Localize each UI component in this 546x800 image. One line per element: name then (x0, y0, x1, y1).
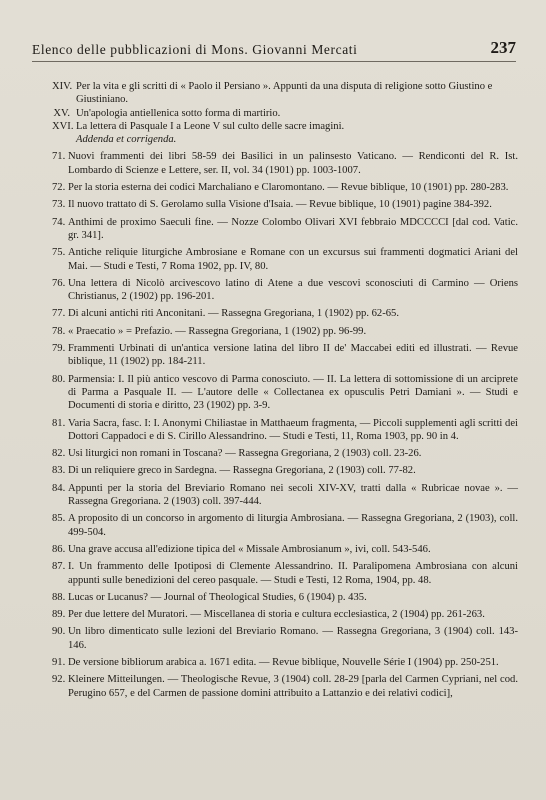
addenda-note: Addenda et corrigenda. (76, 134, 177, 146)
entry-number: 89. (52, 609, 66, 621)
bibliography-entry (52, 198, 518, 211)
entry-text: Di un reliquiere greco in Sardegna. — Rassegna Gregoriana, 2 (1903) coll. 77-82. (68, 465, 416, 477)
bibliography-entry (52, 464, 518, 477)
entry-text: Una grave accusa all'edizione tipica del « Missale Ambrosianum », ivi, coll. 543-546. (68, 543, 431, 555)
entry-text: Per due lettere del Muratori. — Miscellanea di storia e cultura ecclesiastica, 2 (1904) pp. 261-263. (68, 609, 485, 621)
entry-number: 75. (52, 247, 66, 259)
bibliography-entry (52, 325, 518, 338)
entry-number: 71. (52, 151, 66, 163)
entry-text: Nuovi frammenti dei libri 58-59 dei Basilici in un palinsesto Vaticano. — Rendiconti del R. Ist. Lombardo di Scienze e Lettere, ser. II, vol. 34 (1901) pp. 1003-1007. (68, 151, 518, 176)
entry-number: 82. (52, 448, 66, 460)
entry-text: Una lettera di Nicolò arcivescovo latino di Atene a due vescovi sconosciuti di Carmino — Oriens Christianus, 2 (1902) pp. 196-201. (68, 277, 518, 303)
entry-text: La lettera di Pasquale I a Leone V sul culto delle sacre imagini. (76, 120, 345, 132)
bibliography-entry (52, 342, 518, 369)
entry-text: Il nuovo trattato di S. Gerolamo sulla Visione d'Isaia. — Revue biblique, 10 (1901) pagine 384-392. (68, 199, 492, 211)
entry-text: Varia Sacra, fasc. I: I. Anonymi Chiliastae in Matthaeum fragmenta, — Piccoli supplementi agli scritti dei Dottori Cappadoci e di S. Cirillo Alessandrino. — Studi e Testi, 11, Roma 1903, pp. 90 in 4. (68, 417, 518, 442)
entry-number: 76. (52, 277, 66, 289)
roman-item (52, 107, 518, 120)
roman-item (52, 80, 518, 107)
entry-text: Per la vita e gli scritti di « Paolo il Persiano ». Appunti da una disputa di religione sotto Giustino e Giustiniano. (76, 81, 493, 106)
bibliography-entry (52, 543, 518, 556)
entry-text: Di alcuni antichi riti Anconitani. — Rassegna Gregoriana, 1 (1902) pp. 62-65. (68, 308, 399, 320)
bibliography-entry (52, 307, 518, 320)
entry-text: Frammenti Urbinati di un'antica versione latina del libro II de' Maccabei editi ed illustrati. — Revue biblique, 11 (1902) pp. 184-211. (68, 343, 518, 368)
entry-text: Un libro dimenticato sulle lezioni del Breviario Romano. — Rassegna Gregoriana, 3 (1904) coll. 143-146. (68, 626, 518, 651)
roman-sublist (52, 80, 518, 133)
entry-number: XVI. (52, 120, 74, 132)
bibliography-entry (52, 277, 518, 304)
entry-number: 92. (52, 674, 66, 686)
roman-item (52, 120, 518, 133)
entry-text: Parmensia: I. Il più antico vescovo di Parma conosciuto. — II. La lettera di sottomissione di un arciprete di Parma a Pasquale II. — L'autore delle « Collectanea ex opusculis Petri Damiani ». — Studi e Documenti di storia e diritto, 23 (1902) pp. 3-9. (68, 373, 518, 412)
entry-text: Appunti per la storia del Breviario Romano nei secoli XIV-XV, tratti dalla « Rubricae novae ». — Rassegna Gregoriana. 2 (1903) coll. 397-444. (68, 482, 518, 508)
header-title: Elenco delle pubblicazioni di Mons. Giovanni Mercati (32, 42, 358, 57)
numbered-entries (52, 150, 518, 699)
entry-number: 87. (52, 561, 66, 573)
entry-number: 77. (52, 308, 66, 320)
entry-text: Un'apologia antiellenica sotto forma di martirio. (76, 107, 281, 119)
bibliography-entry (52, 150, 518, 177)
bibliography-entry (52, 216, 518, 243)
entry-number: 85. (52, 513, 66, 525)
bibliography-entry (52, 417, 518, 444)
bibliography-entry (52, 673, 518, 700)
page-number: 237 (490, 38, 516, 57)
entry-number: 73. (52, 199, 66, 211)
entry-number: 91. (52, 656, 66, 668)
entry-text: I. Un frammento delle Ipotiposi di Clemente Alessandrino. II. Paralipomena Ambrosiana con alcuni appunti sulle benedizioni del cereo pasquale. — Studi e Testi, 12 Roma, 1904, pp. 48. (68, 561, 518, 586)
bibliography-entry (52, 246, 518, 273)
entry-number: 83. (52, 465, 66, 477)
entry-number: 84. (52, 482, 66, 494)
entry-text: Kleinere Mitteilungen. — Theologische Revue, 3 (1904) coll. 28-29 [parla del Carmen Cypriani, nel cod. Perugino 657, e del Carmen de passione domini attribuito a Lattanzio e dei relativi codici], (68, 674, 518, 699)
bibliography-entry (52, 591, 518, 604)
bibliography-entry (52, 560, 518, 587)
entry-number: 79. (52, 343, 66, 355)
entry-number: 81. (52, 417, 66, 429)
bibliography-entry (52, 625, 518, 652)
bibliography-entry (52, 373, 518, 413)
bibliography-entry (52, 656, 518, 669)
entry-text: Lucas or Lucanus? — Journal of Theological Studies, 6 (1904) p. 435. (68, 591, 367, 603)
bibliography-entry (52, 608, 518, 621)
running-header (32, 36, 516, 62)
entry-number: 86. (52, 543, 66, 555)
entry-number: 72. (52, 182, 66, 194)
entry-number: XIV. (52, 81, 73, 92)
bibliography-entry (52, 447, 518, 460)
entry-number: 74. (52, 216, 66, 228)
entry-number: 78. (52, 325, 66, 337)
entry-text: Antiche reliquie liturgiche Ambrosiane e Romane con un excursus sui frammenti dogmatici Ariani del Mai. — Studi e Testi, 7 Roma 1902, pp. IV, 80. (68, 247, 518, 272)
entry-text: De versione bibliorum arabica a. 1671 edita. — Revue biblique, Nouvelle Série I (1904) pp. 250-251. (68, 656, 499, 668)
bibliography-entry (52, 482, 518, 509)
entry-number: 88. (52, 591, 66, 603)
entry-text: Per la storia esterna dei codici Marchaliano e Claromontano. — Revue biblique, 10 (1901) pp. 280-283. (68, 182, 509, 194)
entry-number: 90. (52, 626, 66, 638)
entry-number: 80. (52, 373, 66, 385)
bibliography-list (52, 80, 518, 704)
entry-text: Anthimi de proximo Saeculi fine. — Nozze Colombo Olivari XVI febbraio MDCCCCI [dal cod. Vatic. gr. 341]. (68, 216, 518, 241)
bibliography-entry (52, 512, 518, 539)
bibliography-entry (52, 181, 518, 194)
entry-number: XV. (53, 107, 70, 119)
entry-text: A proposito di un concorso in argomento di liturgia Ambrosiana. — Rassegna Gregoriana, 2 (1903), coll. 499-504. (68, 513, 518, 538)
entry-text: « Praecatio » = Prefazio. — Rassegna Gregoriana, 1 (1902) pp. 96-99. (68, 325, 367, 337)
entry-text: Usi liturgici non romani in Toscana? — Rassegna Gregoriana, 2 (1903) coll. 23-26. (68, 448, 422, 460)
